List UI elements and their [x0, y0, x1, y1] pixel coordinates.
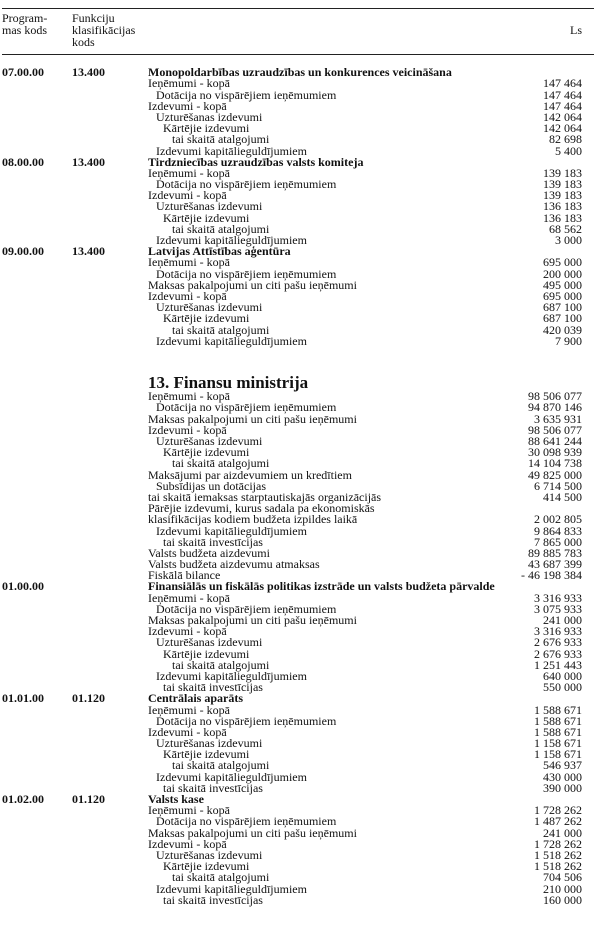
program-code: 07.00.00 — [2, 65, 44, 80]
row-label: Dotācija no vispārējiem ieņēmumiem — [156, 601, 337, 616]
amount-value: 89 885 783 — [528, 545, 582, 560]
amount-value: 200 000 — [543, 266, 582, 281]
amount-value: 136 183 — [543, 210, 582, 225]
row-label: Izdevumi kapitālieguldījumiem — [156, 769, 307, 784]
row-label: Dotācija no vispārējiem ieņēmumiem — [156, 713, 337, 728]
row-label: Izdevumi - kopā — [148, 836, 227, 851]
row-label: Kārtējie izdevumi — [163, 311, 250, 326]
amount-value: 2 676 933 — [534, 635, 582, 650]
row-label: Valsts budžeta aizdevumu atmaksas — [148, 557, 320, 572]
table-row — [0, 523, 600, 538]
row-label: Izdevumi - kopā — [148, 188, 227, 203]
row-label: klasifikācijas kodiem budžeta izpildes laikā — [148, 512, 358, 527]
table-row — [0, 201, 600, 212]
amount-value: 3 316 933 — [534, 624, 582, 639]
header-program-line-2: mas kods — [2, 23, 47, 37]
amount-value: 1 728 262 — [534, 836, 582, 851]
amount-value: 1 158 671 — [534, 747, 582, 762]
table-row — [0, 881, 600, 896]
amount-value: 546 937 — [543, 758, 582, 773]
row-label: Maksas pakalpojumi un citi pašu ieņēmumi — [148, 411, 357, 426]
table-row — [0, 836, 600, 851]
table-row — [0, 436, 600, 447]
amount-value: 695 000 — [543, 255, 582, 270]
amount-value: 2 676 933 — [534, 646, 582, 661]
program-code: 09.00.00 — [2, 244, 44, 259]
row-label: Maksas pakalpojumi un citi pašu ieņēmumi — [148, 613, 357, 627]
table-row — [0, 861, 600, 872]
row-label: tai skaitā investīcijas — [163, 892, 263, 907]
amount-value: 1 487 262 — [534, 814, 582, 829]
amount-value: 241 000 — [543, 825, 582, 840]
table-row — [0, 713, 600, 728]
table-row — [0, 626, 600, 637]
row-label: Latvijas Attīstības aģentūra — [148, 244, 291, 259]
row-label: Centrālais aparāts — [148, 691, 243, 706]
spacer-row — [0, 347, 600, 358]
function-code: 01.120 — [72, 691, 105, 706]
table-row — [0, 98, 600, 113]
amount-value: 136 183 — [543, 199, 582, 214]
program-row — [0, 794, 600, 805]
table-row — [0, 333, 600, 348]
row-label: Uzturēšanas izdevumi — [156, 199, 263, 214]
function-code: 13.400 — [72, 244, 105, 259]
row-label: Subsīdijas un dotācijas — [156, 478, 266, 493]
row-label: Izdevumi kapitālieguldījumiem — [156, 881, 307, 896]
table-row — [0, 559, 600, 570]
row-label: Kārtējie izdevumi — [163, 210, 250, 225]
program-row — [0, 154, 600, 169]
amount-value: 94 870 146 — [528, 400, 582, 415]
row-label: Maksājumi par aizdevumiem un kredītiem — [148, 467, 352, 482]
row-label: Dotācija no vispārējiem ieņēmumiem — [156, 814, 337, 829]
row-label: Kārtējie izdevumi — [163, 646, 250, 661]
row-label: Kārtējie izdevumi — [163, 121, 250, 136]
row-label: Valsts budžeta aizdevumi — [148, 545, 270, 560]
row-label: Ieņēmumi - kopā — [148, 590, 230, 605]
row-label: Maksas pakalpojumi un citi pašu ieņēmumi — [148, 825, 357, 840]
table-row — [0, 179, 600, 190]
row-label: Izdevumi - kopā — [148, 288, 227, 303]
function-code: 01.120 — [72, 792, 105, 806]
row-label: Tirdzniecības uzraudzības valsts komiteja — [148, 154, 364, 169]
amount-value: 3 075 933 — [534, 601, 582, 616]
amount-value: 1 588 671 — [534, 724, 582, 739]
function-code: 13.400 — [72, 154, 105, 169]
amount-value: 3 316 933 — [534, 590, 582, 605]
table-row — [0, 847, 600, 862]
table-row — [0, 668, 600, 683]
row-label: Kārtējie izdevumi — [163, 445, 250, 460]
program-row — [0, 246, 600, 257]
amount-value: 414 500 — [543, 489, 582, 504]
row-label: Finansiālās un fiskālās politikas izstrāde un valsts budžeta pārvalde — [148, 579, 495, 594]
amount-value: 6 714 500 — [534, 478, 582, 493]
row-label: Izdevumi kapitālieguldījumiem — [156, 523, 307, 538]
amount-value: 139 183 — [543, 177, 582, 192]
header-program-line-1: Program- — [2, 11, 48, 25]
amount-value: 390 000 — [543, 780, 582, 795]
amount-value: 147 464 — [543, 98, 582, 113]
amount-value: 210 000 — [543, 881, 582, 896]
row-label: tai skaitā atalgojumi — [172, 456, 270, 471]
table-row — [0, 87, 600, 102]
amount-value: 1 588 671 — [534, 713, 582, 728]
row-label: tai skaitā atalgojumi — [172, 132, 270, 147]
amount-value: 1 251 443 — [534, 657, 582, 672]
amount-value: 5 400 — [555, 143, 582, 158]
program-code: 01.02.00 — [2, 792, 44, 806]
table-row — [0, 825, 600, 840]
table-row — [0, 892, 600, 907]
table-row — [0, 302, 600, 313]
header-rule — [2, 54, 594, 55]
program-row — [0, 693, 600, 704]
row-label: Izdevumi kapitālieguldījumiem — [156, 143, 307, 158]
header-currency: Ls — [570, 23, 582, 37]
row-label: Ieņēmumi - kopā — [148, 255, 230, 270]
amount-value: 3 635 931 — [534, 411, 582, 426]
section-title-row — [0, 369, 600, 391]
table-row — [0, 646, 600, 661]
row-label: tai skaitā atalgojumi — [172, 322, 270, 337]
amount-value: 14 104 738 — [528, 456, 582, 471]
amount-value: - 46 198 384 — [521, 568, 582, 583]
section-title: 13. Finansu ministrija — [148, 373, 309, 393]
row-label: Dotācija no vispārējiem ieņēmumiem — [156, 400, 337, 415]
row-label: Pārējie izdevumi, kurus sadala pa ekonomiskās — [148, 501, 375, 516]
amount-value: 142 064 — [543, 121, 582, 136]
amount-value: 160 000 — [543, 892, 582, 907]
row-label: tai skaitā investīcijas — [163, 680, 263, 695]
row-label: Ieņēmumi - kopā — [148, 803, 230, 818]
table-row — [0, 467, 600, 482]
header-function-line-2: klasifikācijas — [72, 23, 136, 37]
row-label: Izdevumi kapitālieguldījumiem — [156, 333, 307, 348]
row-label: Ieņēmumi - kopā — [148, 702, 230, 717]
row-label: Uzturēšanas izdevumi — [156, 300, 263, 315]
spacer-row — [0, 358, 600, 369]
program-code: 08.00.00 — [2, 154, 44, 169]
program-code: 01.01.00 — [2, 691, 44, 706]
amount-value: 550 000 — [543, 680, 582, 695]
amount-value: 142 064 — [543, 109, 582, 124]
row-label: Monopoldarbības uzraudzības un konkurences veicināšana — [148, 65, 452, 80]
row-label: Uzturēšanas izdevumi — [156, 635, 263, 650]
top-rule — [2, 8, 594, 9]
function-code: 13.400 — [72, 65, 105, 80]
table-row — [0, 738, 600, 749]
amount-value: 139 183 — [543, 188, 582, 203]
row-label: Izdevumi kapitālieguldījumiem — [156, 233, 307, 247]
amount-value: 98 506 077 — [528, 422, 582, 437]
row-label: Izdevumi - kopā — [148, 422, 227, 437]
table-row — [0, 422, 600, 437]
amount-value: 495 000 — [543, 277, 582, 292]
amount-value: 2 002 805 — [534, 512, 582, 527]
row-label: tai skaitā investīcijas — [163, 780, 263, 795]
row-label: Kārtējie izdevumi — [163, 747, 250, 762]
row-label: tai skaitā atalgojumi — [172, 870, 270, 885]
row-label: Dotācija no vispārējiem ieņēmumiem — [156, 266, 337, 281]
table-row — [0, 769, 600, 784]
row-label: Dotācija no vispārējiem ieņēmumiem — [156, 177, 337, 192]
table-row — [0, 277, 600, 292]
row-label: Ieņēmumi - kopā — [148, 76, 230, 91]
table-row — [0, 123, 600, 134]
program-code: 01.00.00 — [2, 579, 44, 594]
table-row — [0, 637, 600, 648]
amount-value: 30 098 939 — [528, 445, 582, 460]
row-label: Dotācija no vispārējiem ieņēmumiem — [156, 87, 337, 102]
header-function-line-3: kods — [72, 35, 95, 49]
row-label: tai skaitā atalgojumi — [172, 221, 270, 236]
row-label: Uzturēšanas izdevumi — [156, 434, 263, 448]
table-row — [0, 109, 600, 124]
row-label: Uzturēšanas izdevumi — [156, 736, 263, 751]
amount-value: 43 687 399 — [528, 557, 582, 572]
amount-value: 640 000 — [543, 668, 582, 683]
row-label: Kārtējie izdevumi — [163, 859, 250, 874]
amount-value: 88 641 244 — [528, 434, 582, 448]
row-label: Valsts kase — [148, 792, 204, 806]
amount-value: 241 000 — [543, 613, 582, 627]
row-label: Izdevumi - kopā — [148, 624, 227, 639]
budget-table — [0, 56, 600, 906]
row-label: tai skaitā iemaksas starptautiskajās organizācijās — [148, 489, 382, 504]
amount-value: 9 864 833 — [534, 523, 582, 538]
header-function-code — [72, 12, 135, 48]
amount-value: 68 562 — [549, 221, 582, 236]
row-label: Uzturēšanas izdevumi — [156, 109, 263, 124]
amount-value: 147 464 — [543, 76, 582, 91]
amount-value: 7 900 — [555, 333, 582, 348]
amount-value: 49 825 000 — [528, 467, 582, 482]
amount-value: 1 728 262 — [534, 803, 582, 818]
row-label: Izdevumi - kopā — [148, 724, 227, 739]
amount-value: 695 000 — [543, 288, 582, 303]
header-function-line-1: Funkciju — [72, 11, 115, 25]
table-row — [0, 724, 600, 739]
program-row — [0, 67, 600, 78]
amount-value: 7 865 000 — [534, 534, 582, 549]
row-label: tai skaitā investīcijas — [163, 534, 263, 549]
row-label: Fiskālā bilance — [148, 568, 221, 583]
table-row — [0, 615, 600, 626]
table-row — [0, 534, 600, 549]
amount-value: 430 000 — [543, 769, 582, 784]
row-label: Izdevumi kapitālieguldījumiem — [156, 668, 307, 683]
amount-value: 1 158 671 — [534, 736, 582, 751]
amount-value: 1 518 262 — [534, 859, 582, 874]
amount-value: 687 100 — [543, 311, 582, 326]
table-row — [0, 288, 600, 303]
row-label: tai skaitā atalgojumi — [172, 758, 270, 773]
amount-value: 1 518 262 — [534, 847, 582, 862]
row-label: Ieņēmumi - kopā — [148, 389, 230, 404]
amount-value: 3 000 — [555, 233, 582, 247]
amount-value: 147 464 — [543, 87, 582, 102]
amount-value: 687 100 — [543, 300, 582, 315]
header-program-code — [2, 12, 47, 36]
row-label: tai skaitā atalgojumi — [172, 657, 270, 672]
table-row — [0, 190, 600, 201]
amount-value: 420 039 — [543, 322, 582, 337]
amount-value: 1 588 671 — [534, 702, 582, 717]
table-row — [0, 313, 600, 324]
row-label: Maksas pakalpojumi un citi pašu ieņēmumi — [148, 277, 357, 292]
amount-value: 98 506 077 — [528, 389, 582, 404]
row-label: Ieņēmumi - kopā — [148, 165, 230, 180]
table-row — [0, 447, 600, 458]
program-row — [0, 581, 600, 592]
table-row — [0, 210, 600, 225]
table-row — [0, 411, 600, 426]
amount-value: 139 183 — [543, 165, 582, 180]
row-label: Uzturēšanas izdevumi — [156, 847, 263, 862]
table-row — [0, 749, 600, 760]
amount-value: 82 698 — [549, 132, 582, 147]
row-label: Izdevumi - kopā — [148, 98, 227, 113]
amount-value: 704 506 — [543, 870, 582, 885]
